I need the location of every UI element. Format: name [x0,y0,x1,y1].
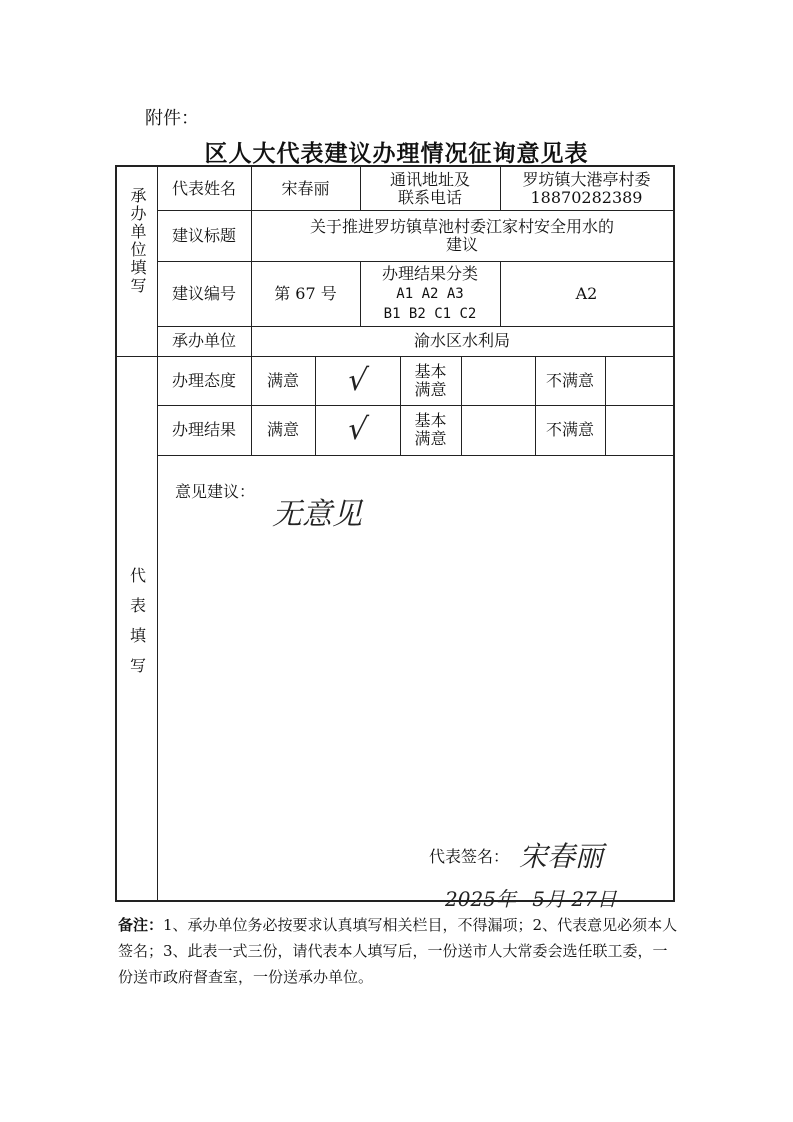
opinion-label: 意见建议： [175,482,256,501]
notes [118,912,678,990]
signature-label: 代表签名： [429,847,510,866]
section-label-contractor-text: 承办单位填写 [128,187,147,295]
contact-phone: 18870282389 [530,187,643,207]
contact-address: 罗坊镇大港亭村委 [522,169,651,189]
suggestion-title-label: 建议标题 [171,225,236,245]
result-unsatisfied-box [605,405,673,455]
date-month: 5月 [532,887,565,911]
form-title: 区人大代表建议办理情况征询意见表 [204,140,589,167]
result-basic-label [400,405,461,455]
result-category [360,261,500,326]
attachment-label: 附件： [145,108,199,129]
section-label-representative [117,567,157,687]
result-basic-line1: 基本 [414,411,447,430]
attitude-basic-label [400,356,461,405]
date-year: 2025年 [445,887,516,911]
result-satisfied-check [315,405,400,455]
attitude-label: 办理态度 [171,370,236,390]
suggestion-title-value [251,210,673,261]
check-mark-icon: √ [345,412,370,447]
attitude-basic-box [461,356,535,405]
section-label-contractor [117,187,157,295]
attitude-unsatisfied-label: 不满意 [545,370,594,390]
suggestion-title-line2: 建议 [445,234,478,254]
suggestion-number-label: 建议编号 [171,283,236,303]
attitude-satisfied-check [315,356,400,405]
section-label-representative-text: 代表填写 [127,567,147,687]
notes-lead: 备注： [118,916,164,934]
result-category-options-1: A1 A2 A3 [396,285,464,302]
suggestion-title-line1: 关于推进罗坊镇草池村委江家村安全用水的 [309,216,614,236]
rep-name-value: 宋春丽 [281,178,330,198]
handling-unit-label: 承办单位 [171,331,236,350]
signature-handwritten: 宋春丽 [519,840,604,873]
result-basic-line2: 满意 [414,429,447,448]
attitude-satisfied-label: 满意 [266,370,299,390]
attitude-basic-line1: 基本 [414,361,447,381]
form-table [115,165,675,911]
rep-name-label: 代表姓名 [171,178,236,198]
attitude-unsatisfied-box [605,356,673,405]
result-label: 办理结果 [171,420,236,439]
result-basic-box [461,405,535,455]
result-satisfied-label: 满意 [266,420,299,439]
result-category-label: 办理结果分类 [381,263,478,283]
contact-value [500,167,673,210]
notes-text: 1、承办单位务必按要求认真填写相关栏目，不得漏项；2、代表意见必须本人签名；3、此表一式三份，请代表本人填写后，一份送市人大常委会选任联工委，一份送市政府督查室，一份送承办单位。 [118,916,678,986]
attitude-basic-line2: 满意 [414,379,447,399]
handling-unit-value: 渝水区水利局 [413,331,510,350]
result-unsatisfied-label: 不满意 [545,420,594,439]
check-mark-icon: √ [345,362,370,398]
suggestion-number-value: 第 67 号 [274,283,337,303]
date-day: 27日 [571,887,617,911]
result-category-options-2: B1 B2 C1 C2 [383,305,477,322]
row-line [157,455,673,456]
contact-label-line1: 通讯地址及 [389,169,470,189]
opinion-handwritten: 无意见 [272,497,362,532]
signature-date [445,883,617,912]
contact-label-line2: 联系电话 [397,187,462,207]
contact-label [360,167,500,210]
result-category-value: A2 [575,283,598,303]
